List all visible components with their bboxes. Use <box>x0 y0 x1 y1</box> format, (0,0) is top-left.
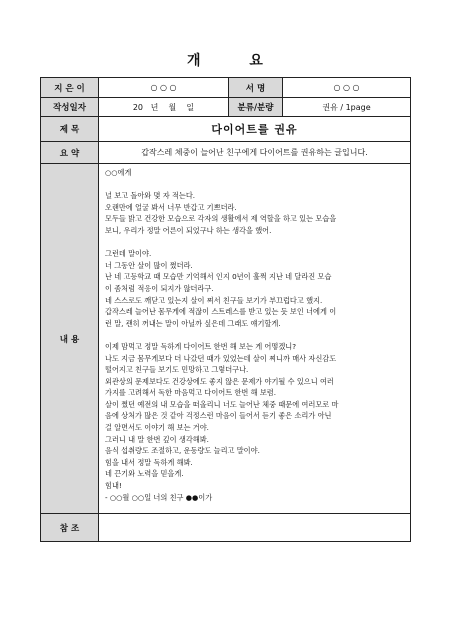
author-label: 지 은 이 <box>41 78 99 98</box>
content-line: 힘을 내서 정말 독하게 해봐. <box>105 457 193 467</box>
content-line: 힘내! <box>105 481 122 491</box>
content-line: 너 그동안 살이 많이 쪘더라. <box>105 260 193 270</box>
content-line: 음에 상처가 많은 것 같아 걱정스런 마음이 들어서 듣기 좋은 소리가 아닌 <box>105 411 332 421</box>
content-line: 오랜만에 얼굴 봐서 너무 반갑고 기쁘더라. <box>105 202 237 212</box>
content-line: 모두들 밝고 건강한 모습으로 각자의 생활에서 제 역할을 하고 있는 모습을 <box>105 214 337 224</box>
summary-value: 갑작스레 체중이 늘어난 친구에게 다이어트를 권유하는 글입니다. <box>99 142 411 164</box>
content-line: 이 좀처럼 적응이 되지가 않더라구. <box>105 283 214 293</box>
content-line <box>105 179 404 191</box>
content-line <box>105 237 404 249</box>
reference-label: 참 조 <box>41 514 99 542</box>
content-line: 음식 섭취량도 조절하고, 운동량도 늘리고 말이야. <box>105 446 260 456</box>
content-line: 그런데 말이야. <box>105 249 152 259</box>
content-line: 떨어지고 친구들 보기도 민망하고 그렇더구나. <box>105 365 249 375</box>
content-line: 가지를 고려해서 독한 마음먹고 다이어트 한번 해 보렴. <box>105 388 277 398</box>
page-title: 개 요 <box>187 53 285 69</box>
content-line: 나도 지금 몸무게보다 더 나갔던 때가 있었는데 살이 찌니까 매사 자신감도 <box>105 353 337 363</box>
content-line: 그러니 내 말 한번 깊이 생각해봐. <box>105 434 209 444</box>
subject-label: 제 목 <box>41 117 99 142</box>
content-line: ○○에게 <box>105 168 132 177</box>
content-label: 내 용 <box>41 164 99 514</box>
reference-value <box>99 514 411 542</box>
content-line: - ○○월 ○○일 너의 친구 ●●이가 <box>105 492 213 502</box>
outline-form-table <box>40 77 411 542</box>
content-line: 런 말, 괜히 꺼내는 말이 아닐까 싶은데 그래도 얘기할게. <box>105 318 281 328</box>
summary-label: 요 약 <box>41 142 99 164</box>
author-value: ○ ○ ○ <box>99 78 229 98</box>
subject-value: 다이어트를 권유 <box>99 117 411 142</box>
content-line: 널 보고 돌아와 몇 자 적는다. <box>105 191 196 201</box>
content-body <box>99 164 411 514</box>
content-line: 살이 쪘던 예전의 내 모습을 떠올리니 너도 늘어난 체중 때문에 여러모로 마 <box>105 399 339 409</box>
content-line: 네 끈기와 노력을 믿을게. <box>105 469 184 479</box>
content-line: 난 네 고등학교 때 모습만 기억해서 인지 0년이 훌쩍 지난 네 달라진 모습 <box>105 272 332 282</box>
category-label: 분류/분량 <box>229 98 283 117</box>
signature-value: ○ ○ ○ <box>283 78 411 98</box>
content-line: 보니, 우리가 정말 어른이 되었구나 하는 생각을 했어. <box>105 225 272 235</box>
date-label: 작성일자 <box>41 98 99 117</box>
signature-label: 서 명 <box>229 78 283 98</box>
date-value: 20 년 월 일 <box>99 98 229 117</box>
content-line: 걸 알면서도 이야기 해 보는 거야. <box>105 423 209 433</box>
content-line <box>105 329 404 341</box>
content-line: 외관상의 문제보다도 건강상에도 좋지 않은 문제가 야기될 수 있으니 여러 <box>105 376 334 386</box>
content-line: 네 스스로도 깨닫고 있는지 살이 쪄서 친구들 보기가 부끄럽다고 했지. <box>105 295 323 305</box>
category-value: 권유 / 1page <box>283 98 411 117</box>
content-line: 갑작스레 늘어난 몸무게에 적잖이 스트레스를 받고 있는 듯 보인 너에게 이 <box>105 307 337 317</box>
content-line: 이제 맘먹고 정말 독하게 다이어트 한번 해 보는 게 어떻겠니? <box>105 341 297 351</box>
